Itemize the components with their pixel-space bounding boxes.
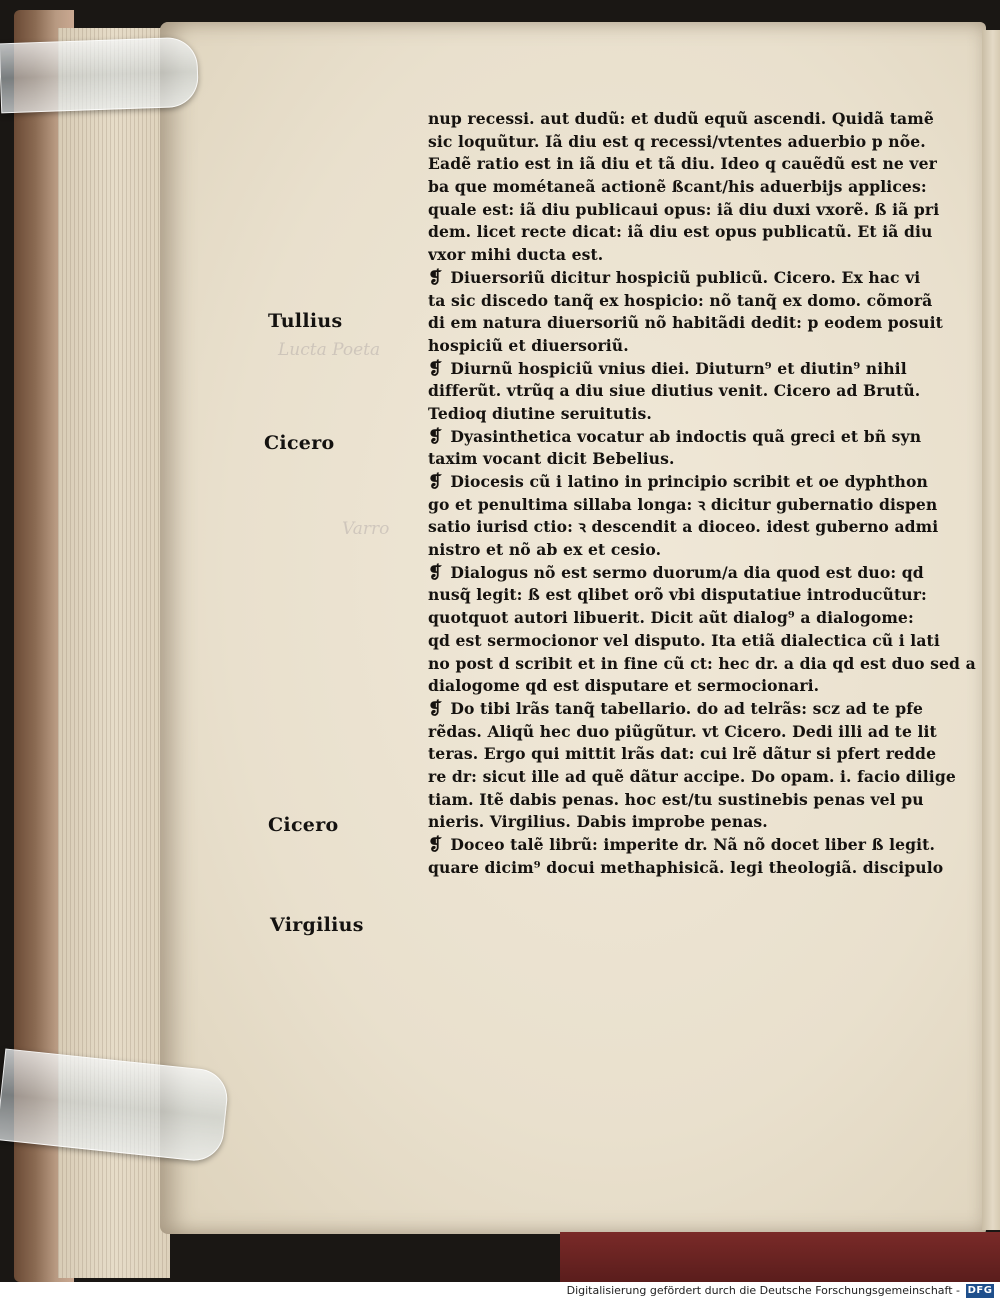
text-line <box>428 108 976 131</box>
text-line-content: Doceo talẽ librũ: imperite dr. Nã nõ docet liber ß legit. <box>450 835 936 854</box>
text-line <box>428 380 976 403</box>
text-line-content: qd est sermocionor vel disputo. Ita etiã dialectica cũ i lati <box>428 630 940 650</box>
text-line-content: nup recessi. aut dudũ: et dudũ equũ ascendi. Quidã tamẽ <box>428 109 934 128</box>
paragraph-mark-icon: ❡ <box>428 562 449 583</box>
main-text-block <box>428 108 976 879</box>
bleed-through-text: Varro <box>342 519 390 539</box>
text-line <box>428 607 976 630</box>
text-line <box>428 494 976 517</box>
bleed-through-text: Lucta Poeta <box>278 340 381 360</box>
funding-credit: Digitalisierung gefördert durch die Deutsche Forschungsgemeinschaft - <box>566 1284 960 1297</box>
text-line <box>428 743 976 766</box>
text-line-content: sic loquũtur. Iã diu est q recessi/vtentes aduerbio p nõe. <box>428 131 926 151</box>
text-line-content: quotquot autori libuerit. Dicit aũt dialog⁹ a dialogome: <box>428 608 914 628</box>
paragraph-mark-icon: ❡ <box>428 267 449 288</box>
text-line-content: Diurnũ hospiciũ vnius diei. Diuturn⁹ et diutin⁹ nihil <box>450 358 907 378</box>
text-line <box>428 698 976 721</box>
text-line-content: di em natura diuersoriũ nõ habitãdi dedit: p eodem posuit <box>428 313 943 333</box>
text-line-content: Dyasinthetica vocatur ab indoctis quã greci et bñ syn <box>450 426 922 446</box>
text-line <box>428 199 976 222</box>
text-line <box>428 584 976 607</box>
text-line-content: Diocesis cũ i latino in principio scribit et oe dyphthon <box>450 472 928 491</box>
text-line <box>428 403 976 426</box>
margin-note-tullius: Tullius <box>268 310 343 332</box>
margin-note-cicero: Cicero <box>268 814 339 836</box>
text-line-content: teras. Ergo qui mittit lrãs dat: cui lrẽ dãtur si pfert redde <box>428 744 937 764</box>
text-line <box>428 653 976 676</box>
text-line <box>428 358 976 381</box>
text-line-content: differũt. vtrũq a diu siue diutius venit. Cicero ad Brutũ. <box>428 381 921 401</box>
text-line-content: vxor mihi ducta est. <box>428 245 604 265</box>
text-line <box>428 244 976 267</box>
text-line <box>428 221 976 244</box>
text-line <box>428 857 976 880</box>
text-line <box>428 153 976 176</box>
glass-page-weight <box>0 37 199 114</box>
text-line-content: nusq̃ legit: ß est qlibet orõ vbi disputatiue introducũtur: <box>428 585 927 605</box>
text-line <box>428 539 976 562</box>
text-line <box>428 335 976 358</box>
text-line-content: ta sic discedo tanq̃ ex hospicio: nõ tanq̃ ex domo. cõmorã <box>428 290 933 310</box>
text-line-content: ba que mométaneã actionẽ ßcant/his aduerbijs applices: <box>428 177 927 197</box>
text-line-content: no post d scribit et in fine cũ ct: hec dr. a dia qd est duo sed a <box>428 653 976 673</box>
text-line-content: dialogome qd est disputare et sermocionari. <box>428 676 820 696</box>
text-line-content: hospiciũ et diuersoriũ. <box>428 335 629 355</box>
paragraph-mark-icon: ❡ <box>428 835 449 855</box>
text-line <box>428 834 976 857</box>
text-line-content: rẽdas. Aliqũ hec duo piũgũtur. vt Cicero. Dedi illi ad te lit <box>428 721 937 741</box>
text-line-content: Tedioq diutine seruitutis. <box>428 403 652 423</box>
margin-note-virgilius: Virgilius <box>270 914 364 936</box>
paragraph-mark-icon: ❡ <box>428 358 449 379</box>
text-line <box>428 562 976 585</box>
text-line-content: satio iurisd ctio: ꝛ descendit a dioceo. idest guberno admi <box>428 517 939 537</box>
text-line-content: dem. licet recte dicat: iã diu est opus publicatũ. Et iã diu <box>428 222 933 242</box>
text-line <box>428 630 976 653</box>
text-line <box>428 267 976 290</box>
text-line-content: Dialogus nõ est sermo duorum/a dia quod est duo: qd <box>450 562 924 582</box>
text-line-content: nistro et nõ ab ex et cesio. <box>428 540 662 560</box>
text-line-content: re dr: sicut ille ad quẽ dãtur accipe. Do opam. i. facio dilige <box>428 766 956 786</box>
text-line-content: Do tibi lrãs tanq̃ tabellario. do ad telrãs: scz ad te pfe <box>450 698 924 718</box>
text-line-content: Eadẽ ratio est in iã diu et tã diu. Ideo q cauẽdũ est ne ver <box>428 154 937 174</box>
text-line <box>428 789 976 812</box>
next-page-edge <box>982 30 1000 1230</box>
text-line-content: taxim vocant dicit Bebelius. <box>428 449 675 469</box>
text-line <box>428 312 976 335</box>
text-line-content: nieris. Virgilius. Dabis improbe penas. <box>428 812 768 832</box>
margin-note-cicero: Cicero <box>264 432 335 454</box>
text-line <box>428 290 976 313</box>
text-line <box>428 516 976 539</box>
footer-bar <box>0 1282 1000 1301</box>
text-line <box>428 766 976 789</box>
text-line-content: tiam. Itẽ dabis penas. hoc est/tu sustinebis penas vel pu <box>428 789 924 809</box>
text-line <box>428 176 976 199</box>
text-line <box>428 131 976 154</box>
leather-binding <box>560 1232 1000 1282</box>
dfg-logo: DFG <box>967 1285 993 1296</box>
paragraph-mark-icon: ❡ <box>428 472 449 492</box>
text-line <box>428 426 976 449</box>
text-line-content: quale est: iã diu publicaui opus: iã diu duxi vxorẽ. ß iã pri <box>428 199 940 219</box>
text-line <box>428 811 976 834</box>
text-line <box>428 471 976 494</box>
paragraph-mark-icon: ❡ <box>428 698 449 719</box>
text-line <box>428 448 976 471</box>
text-line <box>428 675 976 698</box>
text-line-content: quare dicim⁹ docui methaphisicã. legi theologiã. discipulo <box>428 857 944 877</box>
text-line-content: go et penultima sillaba longa: ꝛ dicitur gubernatio dispen <box>428 494 938 514</box>
paragraph-mark-icon: ❡ <box>428 426 449 447</box>
text-line <box>428 721 976 744</box>
text-line-content: Diuersoriũ dicitur hospiciũ publicũ. Cicero. Ex hac vi <box>450 267 921 287</box>
